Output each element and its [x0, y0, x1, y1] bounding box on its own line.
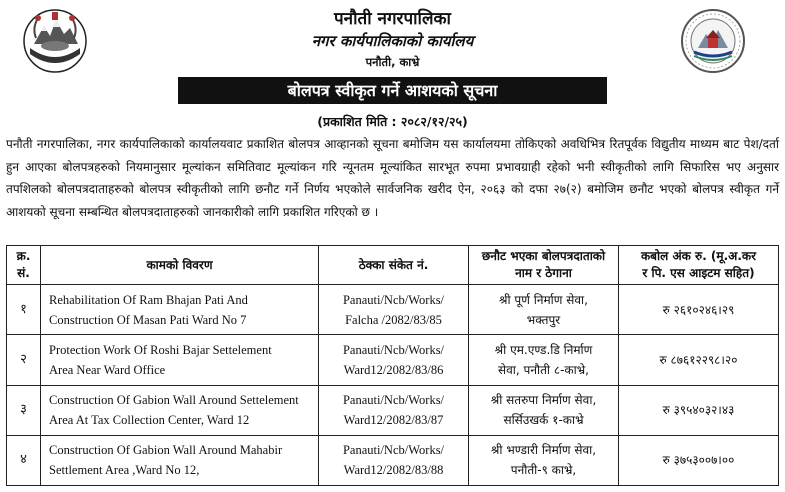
row-description-line1: Construction Of Gabion Wall Around Mahabir: [49, 443, 283, 458]
row-bidder-line1: श्री एम.एण्ड.डि निर्माण: [494, 342, 593, 357]
row-contract-ref: [319, 435, 469, 485]
row-description: [41, 285, 319, 335]
row-amount: रु ३९५४०३२।४३: [619, 385, 779, 435]
row-contract-ref-line1: Panauti/Ncb/Works/: [342, 393, 445, 408]
table-header-row: [7, 246, 779, 285]
notice-body-text: पनौती नगरपालिका, नगर कार्यपालिकाको कार्यालयवाट प्रकाशित बोलपत्र आव्हानको सूचना बमोजिम यस कार्यालयमा तोकिएको अवधिभित्र रितपूर्वक विद्युतीय माध्यम बाट पेश/दर्ता हुन आएका बोलपत्रहरुको नियमानुसार मूल्यांकन समितिवाट मूल्यांकन गरि न्यूनतम मूल्यांकित सारभूत रुपमा प्रभावग्राही रहेको भनी स्वीकृतीको लागि सिफारिस भए अनुसार तपशिलको बोलपत्रदाताहरुको बोलपत्र स्वीकृतीको लागि छनौट गर्ने निर्णय भएकोले सार्वजनिक खरीद ऐन, २०६३ को दफा २७(२) बमोजिम छनौट भएको बोलपत्र स्वीकृत गर्ने आशयको सूचना सम्बन्धित बोलपत्रदाताहरुको जानकारीको लागि प्रकाशित गरिएको छ ।: [6, 137, 779, 219]
row-bidder-line2: भक्तपुर: [526, 312, 561, 327]
row-bidder-line2: सर्सिउखर्क १-काभ्रे: [503, 413, 584, 428]
row-description: [41, 385, 319, 435]
row-description-line1: Protection Work Of Roshi Bajar Settelement: [49, 342, 272, 357]
row-bidder-line1: श्री भण्डारी निर्माण सेवा,: [490, 443, 597, 458]
col-header-sn-line1: क्र.: [16, 249, 31, 263]
table-row: [7, 435, 779, 485]
row-description-line2: Construction Of Masan Pati Ward No 7: [49, 312, 247, 327]
row-description-line2: Settlement Area ,Ward No 12,: [49, 463, 200, 478]
row-sn: ४: [7, 435, 41, 485]
row-bidder: [469, 435, 619, 485]
row-bidder-line1: श्री सतरुपा निर्माण सेवा,: [490, 393, 597, 408]
row-contract-ref-line1: Panauti/Ncb/Works/: [342, 443, 445, 458]
row-description: [41, 435, 319, 485]
row-sn: १: [7, 285, 41, 335]
row-bidder: [469, 335, 619, 385]
selected-bidders-table: [6, 245, 779, 486]
row-bidder-line1: श्री पूर्ण निर्माण सेवा,: [499, 292, 588, 307]
col-header-sn: [7, 246, 41, 285]
row-bidder-line2: पनौती-९ काभ्रे,: [510, 463, 577, 478]
row-contract-ref-line1: Panauti/Ncb/Works/: [342, 292, 445, 307]
col-header-bidder: [469, 246, 619, 285]
row-description-line1: Rehabilitation Of Ram Bhajan Pati And: [49, 292, 248, 307]
row-description-line2: Area Near Ward Office: [49, 362, 166, 377]
col-header-contract-ref: ठेक्का संकेत नं.: [319, 246, 469, 285]
row-contract-ref-line2: Ward12/2082/83/88: [343, 463, 444, 478]
row-amount: रु २६१०२४६।२९: [619, 285, 779, 335]
row-bidder: [469, 285, 619, 335]
row-description-line1: Construction Of Gabion Wall Around Settelement: [49, 393, 299, 408]
table-row: [7, 385, 779, 435]
row-contract-ref: [319, 285, 469, 335]
row-description: [41, 335, 319, 385]
col-header-amount: [619, 246, 779, 285]
row-amount: रु ८७६१२२९८।२०: [619, 335, 779, 385]
row-sn: २: [7, 335, 41, 385]
col-header-bidder-line2: नाम र ठेगाना: [515, 266, 572, 280]
table-row: [7, 335, 779, 385]
notice-title-banner: बोलपत्र स्वीकृत गर्ने आशयको सूचना: [178, 77, 607, 104]
published-date: (प्रकाशित मिति : २०८२/१२/२५): [317, 114, 468, 129]
org-name: पनौती नगरपालिका: [334, 9, 451, 29]
row-contract-ref-line2: Ward12/2082/83/86: [343, 362, 444, 377]
row-bidder: [469, 385, 619, 435]
row-sn: ३: [7, 385, 41, 435]
row-contract-ref-line1: Panauti/Ncb/Works/: [342, 342, 445, 357]
table-row: [7, 285, 779, 335]
col-header-amount-line1: कबोल अंक रु. (मू.अ.कर: [640, 249, 757, 263]
row-contract-ref: [319, 385, 469, 435]
row-contract-ref-line2: Ward12/2082/83/87: [343, 413, 444, 428]
row-bidder-line2: सेवा, पनौती ८-काभ्रे,: [497, 362, 589, 377]
row-description-line2: Area At Tax Collection Center, Ward 12: [49, 413, 250, 428]
col-header-description: कामको विवरण: [41, 246, 319, 285]
office-name: नगर कार्यपालिकाको कार्यालय: [311, 32, 474, 50]
col-header-sn-line2: सं.: [17, 266, 30, 280]
col-header-amount-line2: र पि. एस आइटम सहित): [642, 266, 755, 280]
row-contract-ref: [319, 335, 469, 385]
col-header-bidder-line1: छनौट भएका बोलपत्रदाताको: [481, 249, 606, 263]
row-amount: रु ३७५३००७।००: [619, 435, 779, 485]
office-location: पनौती, काभ्रे: [365, 55, 420, 69]
row-contract-ref-line2: Falcha /2082/83/85: [345, 312, 442, 327]
